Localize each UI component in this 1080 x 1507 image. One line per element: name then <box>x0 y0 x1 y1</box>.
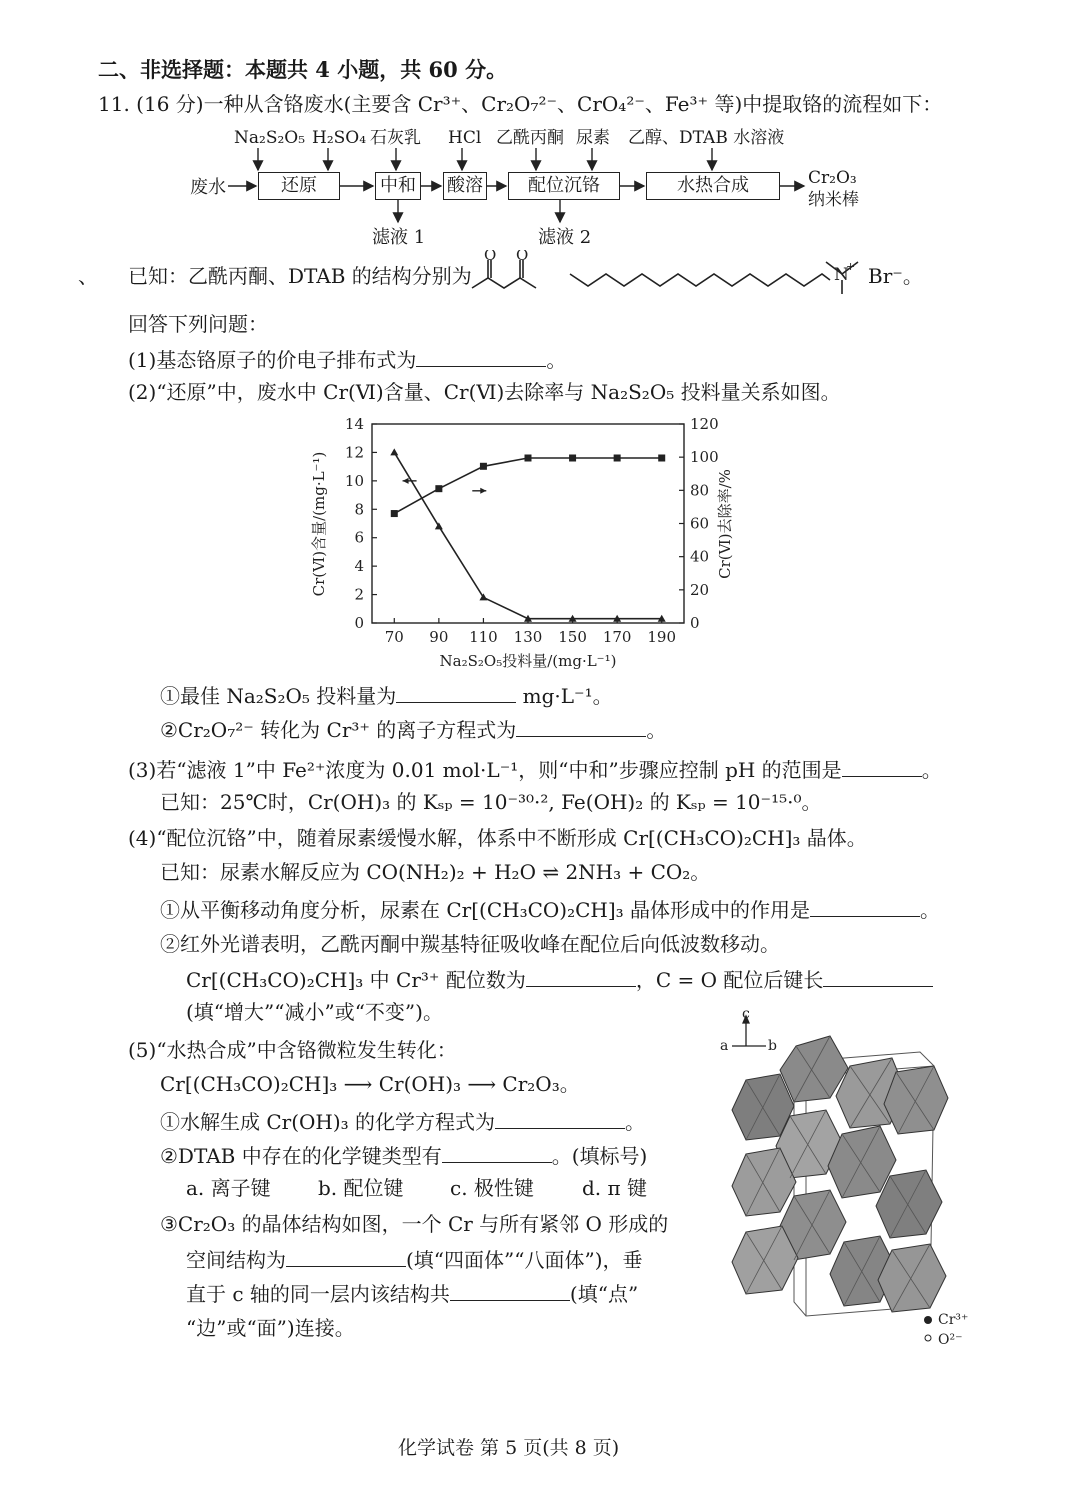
legend-o-marker <box>925 1335 931 1341</box>
part-4-2b-mid: ，C = O 配位后键长 <box>635 968 824 992</box>
svg-text:O: O <box>516 250 529 264</box>
step-hydrothermal-synthesis: 水热合成 <box>646 172 780 200</box>
answer-blank-3[interactable] <box>842 756 922 777</box>
part-3-known: 已知：25℃时，Cr(OH)₃ 的 Kₛₚ = 10⁻³⁰·², Fe(OH)₂ 的 Kₛₚ = 10⁻¹⁵·⁰。 <box>160 790 822 814</box>
data-point-removal-rate <box>435 485 442 492</box>
part-2-1 <box>160 682 613 708</box>
reagent-urea: 尿素 <box>576 128 610 148</box>
legend-cr-marker <box>924 1316 932 1324</box>
part-1-text: (1)基态铬原子的价电子排布式为 <box>128 348 417 372</box>
reagent-h2so4: H₂SO₄ <box>312 128 367 148</box>
part-5: (5)“水热合成”中含铬微粒发生转化： <box>128 1038 457 1062</box>
y-right-tick-label: 60 <box>690 514 710 533</box>
step-reduction: 还原 <box>258 172 340 200</box>
y-left-tick-label: 0 <box>354 614 364 632</box>
step-acid-dissolution: 酸溶 <box>443 172 487 200</box>
answer-prompt: 回答下列问题： <box>128 312 268 336</box>
part-5-3b-end: (填“四面体”“八面体”)，垂 <box>406 1248 643 1272</box>
reagent-acetylacetone: 乙酰丙酮 <box>496 128 564 148</box>
x-tick-label: 130 <box>513 628 543 646</box>
part-2-1-end: mg·L⁻¹。 <box>516 684 613 708</box>
x-tick-label: 170 <box>602 628 632 646</box>
reagent-lime-milk: 石灰乳 <box>370 128 421 148</box>
section-title: 二、非选择题：本题共 4 小题，共 60 分。 <box>98 57 508 82</box>
flow-input-wastewater: 废水 <box>190 177 226 198</box>
answer-blank-4-2b[interactable] <box>823 966 933 987</box>
x-tick-label: 150 <box>558 628 587 646</box>
reagent-na2s2o5: Na₂S₂O₅ <box>234 128 306 148</box>
y-right-tick-label: 20 <box>690 580 710 599</box>
data-point-removal-rate <box>525 454 532 461</box>
data-point-removal-rate <box>614 454 621 461</box>
part-4-2b <box>186 966 933 992</box>
x-tick-label: 110 <box>469 628 498 646</box>
part-5-2-text: ②DTAB 中存在的化学键类型有 <box>160 1144 442 1168</box>
reagent-hcl: HCl <box>448 128 482 148</box>
answer-blank-4-1[interactable] <box>810 896 920 917</box>
answer-blank-5-3a[interactable] <box>286 1246 406 1267</box>
series-line-removal-rate <box>394 458 661 514</box>
part-1 <box>128 346 566 372</box>
data-point-removal-rate <box>569 454 576 461</box>
svg-text:N: N <box>834 265 849 285</box>
structures-drawing <box>470 250 890 300</box>
data-point-removal-rate <box>658 454 665 461</box>
y-right-tick-label: 100 <box>690 448 719 467</box>
part-5-2 <box>160 1142 647 1168</box>
part-4: (4)“配位沉铬”中，随着尿素缓慢水解，体系中不断形成 Cr[(CH₃CO)₂CH]₃ 晶体。 <box>128 826 867 850</box>
part-4-known: 已知：尿素水解反应为 CO(NH₂)₂ + H₂O ⇌ 2NH₃ + CO₂。 <box>160 860 711 884</box>
part-5-equation: Cr[(CH₃CO)₂CH]₃ ⟶ Cr(OH)₃ ⟶ Cr₂O₃。 <box>160 1072 580 1096</box>
part-5-1-end: 。 <box>625 1110 646 1134</box>
y-left-tick-label: 12 <box>344 443 364 462</box>
part-4-1 <box>160 896 940 922</box>
part-5-1-text: ①水解生成 Cr(OH)₃ 的化学方程式为 <box>160 1110 496 1134</box>
page-footer: 化学试卷 第 5 页(共 8 页) <box>398 1437 620 1459</box>
chart-xlabel: Na₂S₂O₅投料量/(mg·L⁻¹) <box>439 652 617 670</box>
filtrate-1: 滤液 1 <box>372 227 426 248</box>
flow-product-name: 纳米棒 <box>808 190 859 210</box>
part-3-end: 。 <box>921 758 942 782</box>
part-2-2-end: 。 <box>646 718 667 742</box>
reagent-ethanol-dtab: 乙醇、DTAB 水溶液 <box>628 128 785 148</box>
flow-arrows <box>0 0 1080 260</box>
data-point-content <box>435 522 443 529</box>
axis-b-label: b <box>768 1038 777 1054</box>
y-right-tick-label: 80 <box>690 481 710 500</box>
legend-o-label: O²⁻ <box>938 1332 963 1348</box>
step-neutralization: 中和 <box>375 172 421 200</box>
y-left-tick-label: 6 <box>354 528 364 547</box>
y-right-tick-label: 0 <box>690 614 700 632</box>
y-right-tick-label: 120 <box>690 415 719 433</box>
y-left-tick-label: 14 <box>344 415 364 433</box>
data-point-removal-rate <box>391 510 398 517</box>
y-right-tick-label: 40 <box>690 547 710 566</box>
part-2: (2)“还原”中，废水中 Cr(Ⅵ)含量、Cr(Ⅵ)去除率与 Na₂S₂O₅ 投料量关系如图。 <box>128 380 841 404</box>
answer-blank-5-2[interactable] <box>442 1142 552 1163</box>
part-5-1 <box>160 1108 645 1134</box>
answer-blank-5-1[interactable] <box>495 1108 625 1129</box>
data-point-removal-rate <box>480 463 487 470</box>
answer-blank-5-3b[interactable] <box>450 1280 570 1301</box>
cr-removal-chart <box>310 412 750 676</box>
octahedra <box>732 1036 948 1312</box>
filtrate-2: 滤液 2 <box>538 227 592 248</box>
part-5-3a: ③Cr₂O₃ 的晶体结构如图，一个 Cr 与所有紧邻 O 形成的 <box>160 1212 669 1236</box>
svg-text:+: + <box>846 260 856 273</box>
svg-text:O: O <box>484 250 497 264</box>
option-b: b. 配位键 <box>318 1176 404 1200</box>
part-3-text: (3)若“滤液 1”中 Fe²⁺浓度为 0.01 mol·L⁻¹，则“中和”步骤应控制 pH 的范围是 <box>128 758 842 782</box>
axis-a-label: a <box>720 1038 729 1054</box>
answer-blank-2-1[interactable] <box>396 682 516 703</box>
known-structures-text: 已知：乙酰丙酮、DTAB 的结构分别为 <box>128 264 472 288</box>
part-2-1-text: ①最佳 Na₂S₂O₅ 投料量为 <box>160 684 397 708</box>
x-tick-label: 190 <box>647 628 677 646</box>
part-5-3c-text: 直于 c 轴的同一层内该结构共 <box>186 1282 450 1306</box>
option-a: a. 离子键 <box>186 1176 271 1200</box>
data-point-content <box>479 593 487 600</box>
series-line-content <box>394 452 661 618</box>
y-left-tick-label: 10 <box>344 471 364 490</box>
chart-ylabel-left: Cr(Ⅵ)含量/(mg·L⁻¹) <box>310 451 328 597</box>
part-3 <box>128 756 942 782</box>
x-tick-label: 70 <box>384 628 404 646</box>
y-left-tick-label: 8 <box>354 500 364 519</box>
axis-c-label: c <box>742 1006 750 1022</box>
answer-blank-1[interactable] <box>416 346 546 367</box>
part-4-1-text: ①从平衡移动角度分析，尿素在 Cr[(CH₃CO)₂CH]₃ 晶体形成中的作用是 <box>160 898 811 922</box>
answer-blank-2-2[interactable] <box>516 716 646 737</box>
part-5-2-end: 。(填标号) <box>551 1144 648 1168</box>
cr2o3-crystal-structure <box>720 1006 980 1356</box>
step-coordination-precipitation: 配位沉铬 <box>508 172 620 200</box>
x-tick-label: 90 <box>429 628 449 646</box>
option-c: c. 极性键 <box>450 1176 534 1200</box>
y-left-tick-label: 2 <box>354 585 364 604</box>
part-5-3c-end: (填“点” <box>569 1282 639 1306</box>
part-5-3c <box>186 1280 638 1306</box>
part-1-end: 。 <box>546 348 567 372</box>
part-5-3b-text: 空间结构为 <box>186 1248 286 1272</box>
part-5-3d: “边”或“面”)连接。 <box>186 1316 355 1340</box>
part-4-2c: (填“增大”“减小”或“不变”)。 <box>186 1000 443 1024</box>
answer-blank-4-2a[interactable] <box>526 966 636 987</box>
part-4-2b-text: Cr[(CH₃CO)₂CH]₃ 中 Cr³⁺ 配位数为 <box>186 968 526 992</box>
chart-plot-area <box>372 424 684 623</box>
part-2-2-text: ②Cr₂O₇²⁻ 转化为 Cr³⁺ 的离子方程式为 <box>160 718 517 742</box>
known-structures-sep: 、 <box>78 264 98 288</box>
part-5-3b <box>186 1246 643 1272</box>
flow-product-formula: Cr₂O₃ <box>808 168 857 188</box>
axis-indicator-arrowhead <box>480 488 486 494</box>
option-d: d. π 键 <box>582 1176 648 1200</box>
dtab-counterion: Br⁻。 <box>868 264 923 288</box>
part-4-2: ②红外光谱表明，乙酰丙酮中羰基特征吸收峰在配位后向低波数移动。 <box>160 932 780 956</box>
part-2-2 <box>160 716 666 742</box>
part-4-1-end: 。 <box>920 898 941 922</box>
legend-cr-label: Cr³⁺ <box>938 1312 969 1328</box>
data-point-content <box>390 448 398 455</box>
chart-ylabel-right: Cr(Ⅵ)去除率/% <box>716 469 734 579</box>
y-left-tick-label: 4 <box>354 557 364 576</box>
axis-indicator-arrowhead <box>403 478 409 484</box>
question-11-intro: 11. (16 分)一种从含铬废水(主要含 Cr³⁺、Cr₂O₇²⁻、CrO₄²⁻、Fe³⁺ 等)中提取铬的流程如下： <box>98 92 943 116</box>
